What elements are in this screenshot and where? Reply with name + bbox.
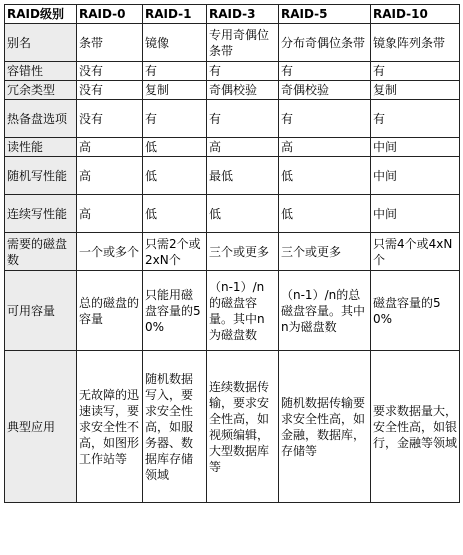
header-raid-10: RAID-10: [371, 5, 460, 24]
table-cell: 有: [279, 100, 371, 138]
table-cell: 三个或更多: [279, 233, 371, 271]
table-cell: 有: [143, 62, 207, 81]
table-row: [5, 233, 460, 271]
table-cell: 有: [371, 100, 460, 138]
table-cell: 低: [279, 157, 371, 195]
table-row: [5, 195, 460, 233]
table-row: [5, 24, 460, 62]
row-label: 需要的磁盘数: [5, 233, 77, 271]
row-label: 连续写性能: [5, 195, 77, 233]
table-cell: 有: [207, 62, 279, 81]
row-label: 典型应用: [5, 351, 77, 503]
table-row: [5, 271, 460, 351]
header-raid-level: RAID级别: [5, 5, 77, 24]
row-label: 读性能: [5, 138, 77, 157]
table-cell: 一个或多个: [77, 233, 143, 271]
table-row: [5, 81, 460, 100]
table-cell: 有: [207, 100, 279, 138]
header-raid-5: RAID-5: [279, 5, 371, 24]
table-cell: 无故障的迅速读写，要求安全性不高，如图形工作站等: [77, 351, 143, 503]
table-cell: 低: [143, 138, 207, 157]
table-cell: 高: [77, 157, 143, 195]
table-cell: 复制: [143, 81, 207, 100]
table-cell: 低: [143, 195, 207, 233]
table-cell: 复制: [371, 81, 460, 100]
table-cell: 高: [77, 138, 143, 157]
table-cell: 有: [279, 62, 371, 81]
table-cell: 高: [77, 195, 143, 233]
table-cell: 奇偶校验: [279, 81, 371, 100]
table-row: [5, 138, 460, 157]
table-cell: 低: [279, 195, 371, 233]
header-raid-3: RAID-3: [207, 5, 279, 24]
table-cell: 只需2个或2xN个: [143, 233, 207, 271]
table-cell: 中间: [371, 195, 460, 233]
table-cell: 只需4个或4xN个: [371, 233, 460, 271]
table-cell: 镜像: [143, 24, 207, 62]
row-label: 可用容量: [5, 271, 77, 351]
row-label: 随机写性能: [5, 157, 77, 195]
table-cell: （n-1）/n的总磁盘容量。其中n为磁盘数: [279, 271, 371, 351]
table-cell: 低: [143, 157, 207, 195]
table-row: [5, 100, 460, 138]
table-cell: 中间: [371, 157, 460, 195]
header-raid-1: RAID-1: [143, 5, 207, 24]
row-label: 别名: [5, 24, 77, 62]
table-cell: 有: [371, 62, 460, 81]
table-cell: 专用奇偶位条带: [207, 24, 279, 62]
row-label: 热备盘选项: [5, 100, 77, 138]
table-cell: 镜象阵列条带: [371, 24, 460, 62]
table-cell: 没有: [77, 62, 143, 81]
table-cell: 三个或更多: [207, 233, 279, 271]
table-cell: 高: [279, 138, 371, 157]
table-cell: 有: [143, 100, 207, 138]
table-row: [5, 351, 460, 503]
table-cell: 最低: [207, 157, 279, 195]
header-row: [5, 5, 460, 24]
table-cell: 磁盘容量的50%: [371, 271, 460, 351]
table-cell: 奇偶校验: [207, 81, 279, 100]
table-row: [5, 157, 460, 195]
raid-comparison-table: [4, 4, 460, 503]
table-cell: 分布奇偶位条带: [279, 24, 371, 62]
table-cell: 高: [207, 138, 279, 157]
row-label: 容错性: [5, 62, 77, 81]
table-cell: 中间: [371, 138, 460, 157]
table-cell: 要求数据量大，安全性高，如银行，金融等领域: [371, 351, 460, 503]
table-body: [5, 24, 460, 503]
table-cell: 总的磁盘的容量: [77, 271, 143, 351]
table-cell: 只能用磁盘容量的50%: [143, 271, 207, 351]
table-cell: 连续数据传输，要求安全性高，如视频编辑，大型数据库等: [207, 351, 279, 503]
table-cell: 随机数据传输要求安全性高，如金融，数据库，存储等: [279, 351, 371, 503]
table-row: [5, 62, 460, 81]
header-raid-0: RAID-0: [77, 5, 143, 24]
row-label: 冗余类型: [5, 81, 77, 100]
table-cell: 低: [207, 195, 279, 233]
table-cell: （n-1）/n的磁盘容量。其中n为磁盘数: [207, 271, 279, 351]
table-cell: 没有: [77, 81, 143, 100]
table-cell: 条带: [77, 24, 143, 62]
table-cell: 没有: [77, 100, 143, 138]
table-cell: 随机数据写入，要求安全性高，如服务器、数据库存储领域: [143, 351, 207, 503]
